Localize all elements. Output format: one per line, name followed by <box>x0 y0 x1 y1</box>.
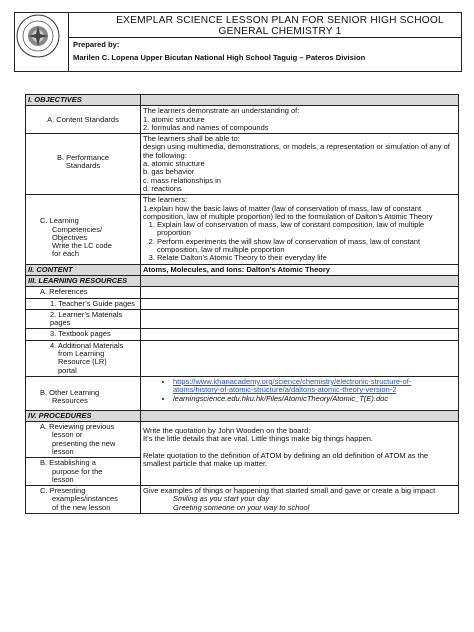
references-row: A. References <box>26 287 459 298</box>
textbook-row: 3. Textbook pages <box>26 329 459 340</box>
objectives-heading-row: I. OBJECTIVES <box>26 95 459 106</box>
prepared-by-label: Prepared by: <box>73 40 120 49</box>
resource-list <box>143 378 456 403</box>
additional-materials-row: 4. Additional Materials from Learning Resource (LR) portal <box>26 340 459 376</box>
resources-heading-row: III. LEARNING RESOURCES <box>26 275 459 286</box>
deped-seal-icon <box>16 14 60 58</box>
procedures-heading-row: IV. PROCEDURES <box>26 410 459 421</box>
list-item: 3. Relate Dalton’s Atomic Theory to their everyday life <box>157 254 456 262</box>
header-divider <box>68 37 462 38</box>
learners-materials-row: 2. Learner’s Materials pages <box>26 309 459 329</box>
list-item: 1. Explain law of conservation of mass, law of constant composition, law of multiple proportion <box>157 221 456 238</box>
prepared-by-value: Marilen C. Lopena Upper Bicutan National High School Taguig – Pateros Division <box>73 53 366 62</box>
performance-standards-row: B. Performance Standards The learners shall be able to: design using multimedia, demonstrations, or models, a representation or simulation of any of the following: a. atomic structure b. gas behavior c. mass relationships in d. reactions <box>26 134 459 195</box>
other-resources-row: B. Other Learning Resources • https://www.khanacademy.org/science/chemistry/electronic-structure-of-atoms/history-of-atomic-structure/a/daltons-atomic-theory-version-2 • learningscience.edu.hku.hk/Files/AtomicTheory/Atomic_T(E).doc <box>26 376 459 410</box>
header-divider-vertical <box>68 12 69 72</box>
list-item: • learningscience.edu.hku.hk/Files/AtomicTheory/Atomic_T(E).doc <box>173 395 456 403</box>
content-row: II. CONTENT Atoms, Molecules, and Ions: Dalton’s Atomic Theory <box>26 264 459 275</box>
khanacademy-link[interactable]: https://www.khanacademy.org/science/chemistry/electronic-structure-of-atoms/history-of-atomic-structure/a/daltons-atomic-theory-version-2 <box>173 376 412 395</box>
content-standards-row: A. Content Standards The learners demonstrate an understanding of: 1. atomic structure 2. formulas and names of compounds <box>26 106 459 134</box>
purpose-row: B. Establishing a purpose for the lesson <box>26 458 459 486</box>
list-item <box>173 378 456 395</box>
competency-list <box>143 221 456 262</box>
list-item: 2. Perform experiments the will show law of conservation of mass, law of constant composition, law of multiple proportion <box>157 238 456 255</box>
header-title: EXEMPLAR SCIENCE LESSON PLAN FOR SENIOR HIGH SCHOOL GENERAL CHEMISTRY 1 <box>116 15 444 37</box>
lesson-plan-table <box>25 94 459 514</box>
competencies-row: C. Learning Competencies/ Objectives Write the LC code for each The learners: 1.explain how the basic laws of matter (law of conservation of mass, law of constant composition, law of multiple proportion) led to the formulation of Dalton’s Atomic Theory 1. Explain law of conservation of mass, law of constant composition, law of multiple proportion 2. Perform experiments the will show law of conservation of mass, law of constant composition, law of multiple proportion 3. Relate Dalton’s Atomic Theory to their everyday life <box>26 195 459 264</box>
examples-row: C. Presenting examples/instances of the new lesson Give examples of things or happening that started small and gave or create a big impact Smiling as you start your day Greeting someone on your way to school <box>26 486 459 514</box>
review-row: A. Reviewing previous lesson or presenting the new lesson Write the quotation by John Wooden on the board: It’s the little details that are vital. Little things make big things happen. Relate quotation to the definition of ATOM by defining an old definition of ATOM as the smallest particle that make up matter. <box>26 422 459 458</box>
teachers-guide-row: 1. Teacher’s Guide pages <box>26 298 459 309</box>
